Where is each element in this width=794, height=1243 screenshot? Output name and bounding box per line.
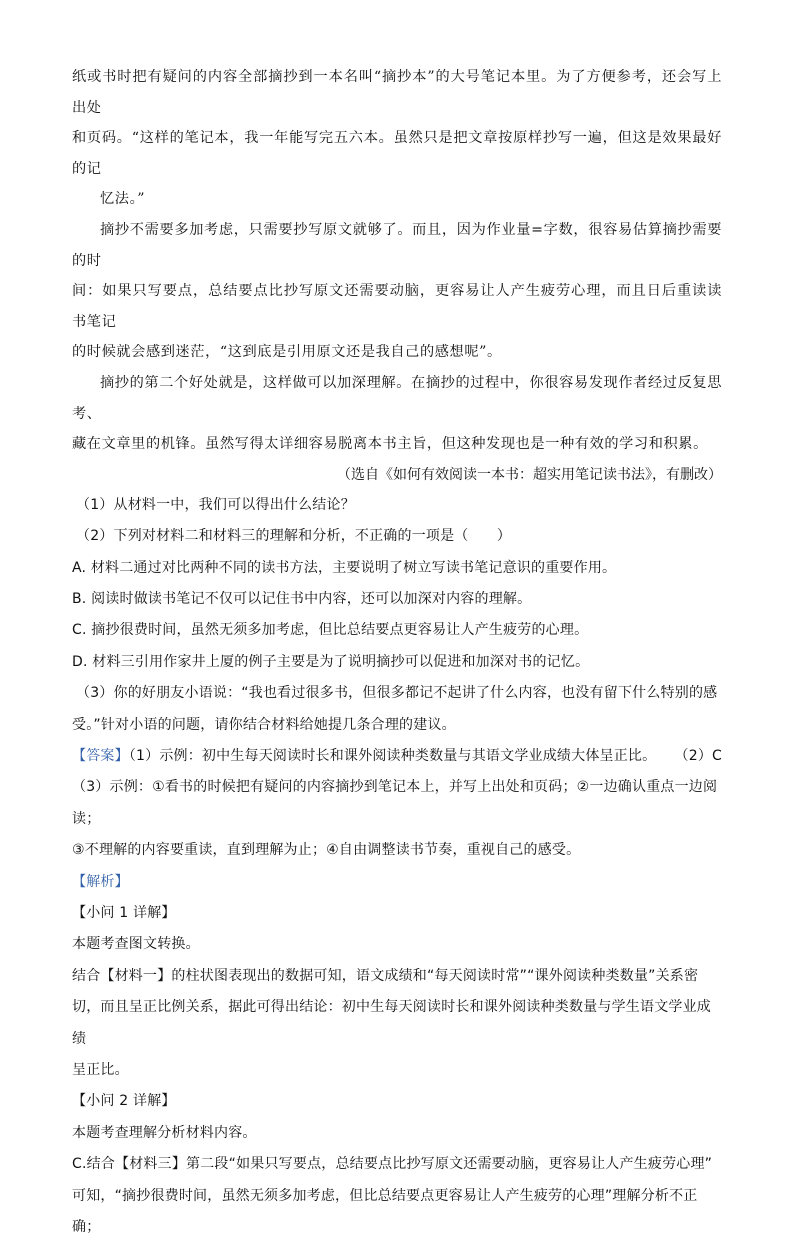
option-c: C. 摘抄很费时间，虽然无须多加考虑，但比总结要点更容易让人产生疲劳的心理。 [72, 622, 589, 639]
analysis-tag: 【解析】 [72, 873, 129, 890]
question-section [72, 490, 722, 741]
passage-line: 纸或书时把有疑问的内容全部摘抄到一本名叫“摘抄本”的大号笔记本里。为了方便参考，还会写上出处 [72, 69, 722, 116]
analysis-line: C.结合【材料三】第二段“如果只写要点，总结要点比抄写原文还需要动脑，更容易让人产生疲劳心理” [72, 1156, 713, 1173]
answer-line [72, 741, 722, 772]
analysis-line: 可知，“摘抄很费时间，虽然无须多加考虑，但比总结要点更容易让人产生疲劳的心理”理解分析不正 [72, 1187, 698, 1204]
question-3-line: （3）你的好朋友小语说：“我也看过很多书，但很多都记不起讲了什么内容，也没有留下什么特别的感 [76, 685, 718, 702]
passage-source: （选自《如何有效阅读一本书：超实用笔记读书法》，有删改） [337, 466, 722, 483]
answer-line: ③不理解的内容要重读，直到理解为止；④自由调整读书节奏，重视自己的感受。 [72, 842, 581, 859]
sub-question-1-title: 【小问 1 详解】 [72, 905, 176, 921]
passage-line: 摘抄的第二个好处就是，这样做可以加深理解。在摘抄的过程中，你很容易发现作者经过反复思考、 [72, 374, 722, 422]
question-1: （1）从材料一中，我们可以得出什么结论？ [76, 496, 355, 513]
analysis-line: 结合【材料一】的柱状图表现出的数据可知，语文成绩和“每天阅读时常”“课外阅读种类数量”关系密 [72, 967, 699, 984]
option-d: D. 材料三引用作家井上厦的例子主要是为了说明摘抄可以促进和加深对书的记忆。 [72, 653, 590, 670]
passage-line: 摘抄不需要多加考虑，只需要抄写原文就够了。而且，因为作业量=字数，很容易估算摘抄需要的时 [72, 221, 722, 269]
analysis-section [72, 867, 722, 1243]
answer-part-2: （2）C [674, 747, 722, 764]
document-page [72, 62, 722, 1243]
answer-part-1: （1）示例：初中生每天阅读时长和课外阅读种类数量与其语文学业成绩大体呈正比。 [128, 747, 657, 764]
analysis-line: 呈正比。 [72, 1062, 129, 1079]
passage-line: 的时候就会感到迷茫，“这到底是引用原文还是我自己的感想呢”。 [72, 344, 502, 361]
answer-line: （3）示例：①看书的时候把有疑问的内容摘抄到笔记本上，并写上出处和页码；②一边确认重点一边阅读； [72, 779, 718, 827]
analysis-line: 切，而且呈正比例关系，据此可得出结论：初中生每天阅读时长和课外阅读种类数量与学生语文学业成绩 [72, 999, 711, 1047]
option-a: A. 材料二通过对比两种不同的读书方法，主要说明了树立写读书笔记意识的重要作用。 [72, 559, 617, 576]
passage-line: 忆法。” [100, 191, 146, 208]
question-3-line: 受。”针对小语的问题，请你结合材料给她提几条合理的建议。 [72, 716, 456, 733]
passage-line: 间：如果只写要点，总结要点比抄写原文还需要动脑，更容易让人产生疲劳心理，而且日后重读读书笔记 [72, 283, 722, 330]
analysis-line: 本题考查图文转换。 [72, 936, 200, 953]
passage-line: 藏在文章里的机锋。虽然写得太详细容易脱离本书主旨，但这种发现也是一种有效的学习和积累。 [72, 436, 708, 453]
reading-passage [72, 62, 722, 460]
passage-line: 和页码。“这样的笔记本，我一年能写完五六本。虽然只是把文章按原样抄写一遍，但这是效果最好的记 [72, 130, 722, 177]
option-b: B. 阅读时做读书笔记不仅可以记住书中内容，还可以加深对内容的理解。 [72, 590, 532, 607]
analysis-line: 本题考查理解分析材料内容。 [72, 1124, 257, 1141]
answer-tag: 【答案】 [72, 747, 129, 764]
answer-section [72, 741, 722, 867]
analysis-line: 确； [72, 1219, 101, 1236]
sub-question-2-title: 【小问 2 详解】 [72, 1093, 176, 1110]
question-2: （2）下列对材料二和材料三的理解和分析，不正确的一项是（ ） [76, 528, 512, 545]
